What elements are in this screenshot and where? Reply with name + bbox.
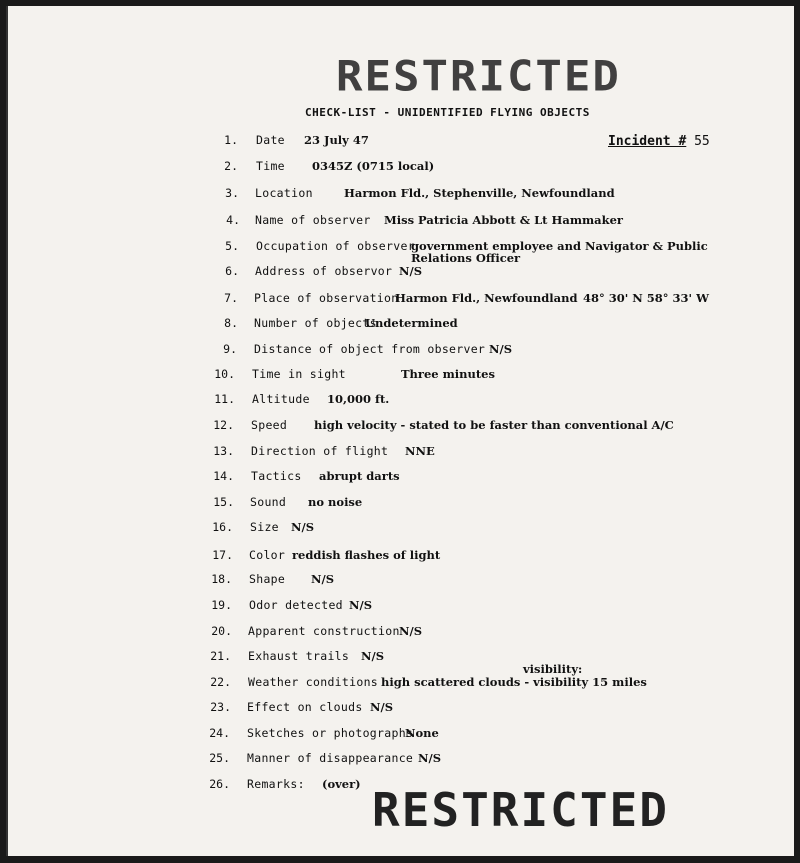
item-number: 25. (209, 751, 230, 765)
item-value: no noise (308, 495, 363, 509)
item-value: reddish flashes of light (292, 548, 441, 562)
item-value: 0345Z (0715 local) (312, 159, 435, 173)
item-number: 9. (223, 342, 237, 356)
item-value: None (405, 726, 439, 740)
item-label: Manner of disappearance (247, 751, 414, 765)
item-value: Three minutes (401, 367, 495, 381)
item-number: 22. (210, 675, 231, 689)
item-number: 11. (214, 392, 235, 406)
item-label: Time in sight (252, 367, 346, 381)
item-value: high scattered clouds - visibility 15 miles (381, 675, 647, 689)
item-label: Effect on clouds (247, 700, 363, 714)
item-label: Speed (251, 418, 288, 432)
item-number: 2. (224, 159, 238, 173)
item-label: Occupation of observer (256, 239, 415, 253)
restricted-stamp-top: RESTRICTED (336, 52, 621, 101)
item-label: Name of observer (255, 213, 371, 227)
item-label: Color (249, 548, 286, 562)
item-value: abrupt darts (319, 469, 400, 483)
item-number: 18. (211, 572, 232, 586)
item-value: N/S (418, 751, 442, 765)
item-value: N/S (399, 264, 423, 278)
item-value: N/S (489, 342, 513, 356)
item-label: Odor detected (249, 598, 343, 612)
item-value: 23 July 47 (304, 133, 369, 147)
incident-number (608, 134, 710, 149)
item-label: Shape (249, 572, 286, 586)
item-number: 24. (209, 726, 230, 740)
item-label: Remarks: (247, 777, 305, 791)
item-value: government employee and Navigator & Public (411, 239, 708, 253)
item-value: N/S (311, 572, 335, 586)
item-number: 26. (209, 777, 230, 791)
item-number: 19. (211, 598, 232, 612)
item-value: N/S (349, 598, 373, 612)
item-value: high velocity - stated to be faster than conventional A/C (314, 418, 674, 432)
item-label: Location (255, 186, 313, 200)
item-value: Undetermined (365, 316, 458, 330)
item-label: Altitude (252, 392, 310, 406)
item-value: (over) (322, 777, 361, 791)
document-title: CHECK-LIST - UNIDENTIFIED FLYING OBJECTS (305, 106, 590, 119)
item-label: Place of observation (254, 291, 399, 305)
item-label: Date (256, 133, 285, 147)
item-number: 13. (213, 444, 234, 458)
item-label: Number of objects (254, 316, 377, 330)
item-label: Sound (250, 495, 287, 509)
item-number: 21. (210, 649, 231, 663)
item-number: 8. (224, 316, 238, 330)
document-page (6, 6, 794, 856)
item-value-continued: 48° 30' N 58° 33' W (583, 291, 710, 305)
item-label: Size (250, 520, 279, 534)
item-value: NNE (405, 444, 435, 458)
item-number: 17. (212, 548, 233, 562)
item-value: Harmon Fld., Newfoundland (395, 291, 578, 305)
item-label: Direction of flight (251, 444, 389, 458)
item-label: Sketches or photographs (247, 726, 414, 740)
item-number: 7. (224, 291, 238, 305)
item-number: 6. (225, 264, 239, 278)
item-value: Miss Patricia Abbott & Lt Hammaker (384, 213, 623, 227)
item-number: 10. (214, 367, 235, 381)
item-number: 15. (213, 495, 234, 509)
item-number: 23. (210, 700, 231, 714)
item-number: 4. (226, 213, 240, 227)
item-number: 20. (211, 624, 232, 638)
item-value: N/S (399, 624, 423, 638)
item-label: Address of observor (255, 264, 393, 278)
incident-value: 55 (694, 134, 710, 149)
item-number: 1. (224, 133, 238, 147)
restricted-stamp-bottom: RESTRICTED (372, 783, 669, 837)
item-label: Distance of object from observer (254, 342, 486, 356)
item-number: 12. (213, 418, 234, 432)
item-label: Tactics (251, 469, 302, 483)
incident-label: Incident # (608, 134, 687, 149)
item-number: 5. (225, 239, 239, 253)
item-value: Harmon Fld., Stephenville, Newfoundland (344, 186, 615, 200)
item-value: N/S (291, 520, 315, 534)
item-value: 10,000 ft. (327, 392, 390, 406)
visibility-annotation: visibility: (523, 662, 583, 676)
item-number: 3. (225, 186, 239, 200)
item-label: Time (256, 159, 285, 173)
item-value: N/S (361, 649, 385, 663)
item-label: Weather conditions (248, 675, 379, 689)
item-number: 14. (213, 469, 234, 483)
item-label: Apparent construction (248, 624, 400, 638)
item-value: N/S (370, 700, 394, 714)
item-number: 16. (212, 520, 233, 534)
item-value-continued: Relations Officer (411, 251, 521, 265)
item-label: Exhaust trails (248, 649, 350, 663)
